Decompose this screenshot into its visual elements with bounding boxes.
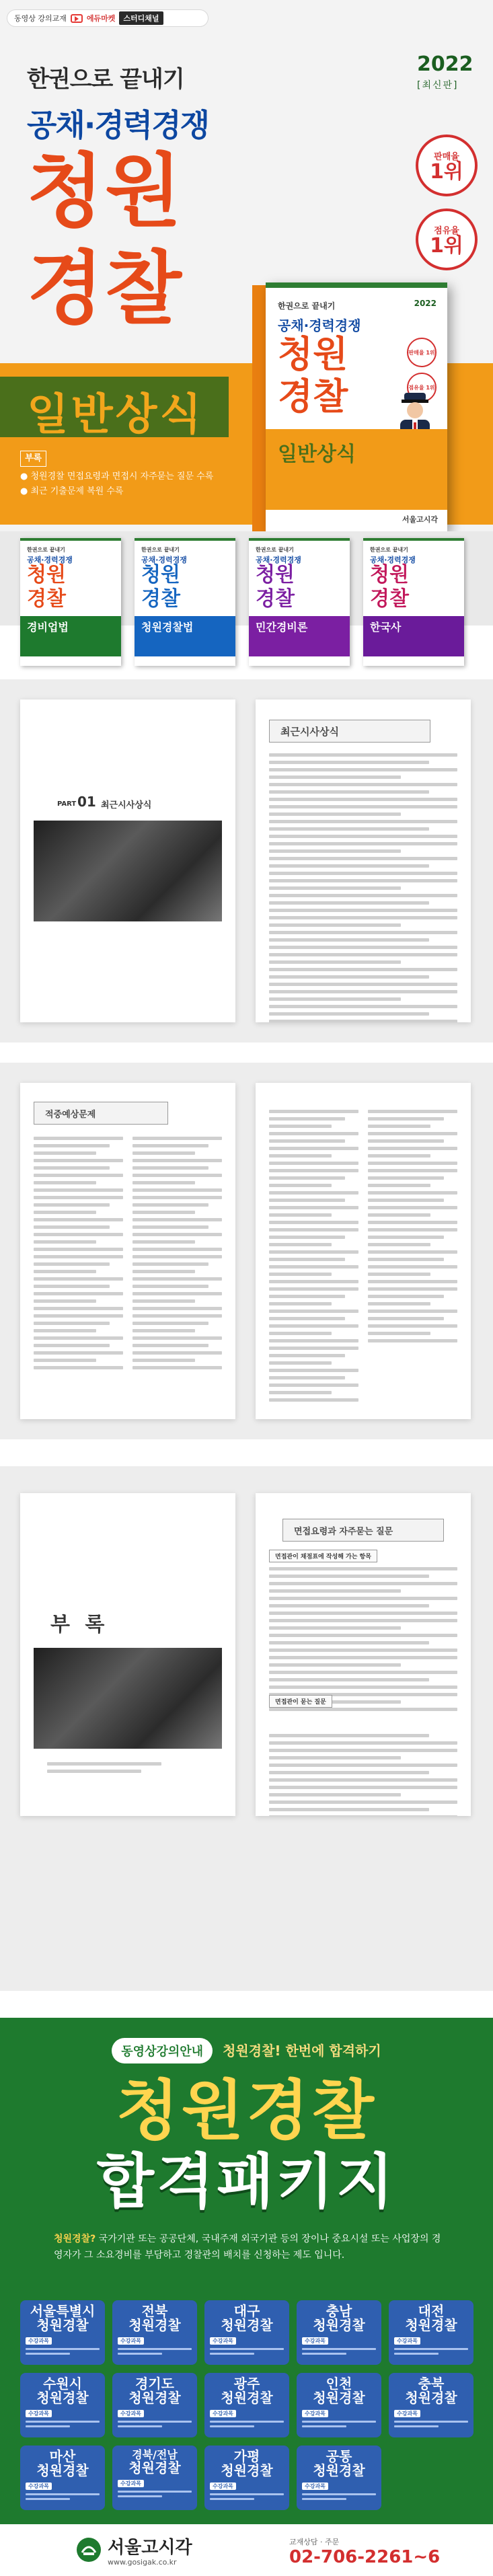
region-name: 대전: [418, 2303, 445, 2319]
series-title-line1: 청원: [141, 563, 180, 586]
region-sub: 청원경찰: [221, 2317, 273, 2333]
series-book-security[interactable]: [20, 538, 121, 666]
region-sub: 청원경찰: [36, 2462, 89, 2478]
interview-section-2: 면접관이 묻는 질문: [269, 1695, 332, 1708]
book-spine: [252, 285, 266, 531]
preview-section-2: [0, 1063, 493, 1439]
series-subtitle: 한권으로 끝내기: [256, 547, 294, 553]
series-exam-type: 공채·경력경쟁: [27, 556, 73, 564]
quiz-title: 적중예상문제: [34, 1102, 168, 1125]
region-sub: 청원경찰: [36, 2317, 89, 2333]
series-title-line1: 청원: [256, 563, 295, 586]
region-name: 전북: [141, 2303, 168, 2319]
series-subtitle: 한권으로 끝내기: [141, 547, 180, 553]
preview-photo: [34, 821, 222, 921]
region-tag: 수강과목: [394, 2337, 420, 2345]
preview-page-quiz: [20, 1083, 235, 1419]
package-desc-text: 국가기관 또는 공공단체, 국내주재 외국기관 등의 장이나 중요시설 또는 사업장의 경영자가 그 소요경비를 부담하고 경찰관의 배치를 신청하는 제도 입니다.: [54, 2234, 441, 2261]
preview-page-appendix: [20, 1493, 235, 1816]
region-tag: 수강과목: [394, 2410, 420, 2417]
appendix-title: 부 록: [50, 1613, 109, 1636]
series-title-line2: 경찰: [256, 587, 295, 611]
region-card-masan[interactable]: [20, 2446, 105, 2510]
footer: [0, 2522, 493, 2576]
region-card-incheon[interactable]: [297, 2373, 381, 2437]
interview-title: 면접요령과 자주묻는 질문: [282, 1519, 444, 1542]
edition-year: 2022: [417, 52, 473, 76]
region-name: 인천: [326, 2376, 352, 2392]
region-card-common[interactable]: [297, 2446, 381, 2510]
region-tag: 수강과목: [118, 2480, 144, 2487]
region-sub: 청원경찰: [313, 2390, 365, 2406]
region-sub: 청원경찰: [128, 2459, 181, 2476]
region-tag: 수강과목: [26, 2337, 52, 2345]
book-badge: 점유율 1위: [407, 373, 437, 402]
hero-section: [0, 0, 493, 626]
region-card-chungnam[interactable]: [297, 2300, 381, 2365]
series-exam-type: 공채·경력경쟁: [256, 556, 301, 564]
package-desc-bold: 청원경찰?: [54, 2234, 96, 2244]
part-title: 최근시사상식: [101, 800, 152, 810]
chapter-title: 최근시사상식: [269, 720, 430, 743]
region-sub: 청원경찰: [405, 2317, 457, 2333]
region-tag: 수강과목: [26, 2483, 52, 2490]
region-name: 서울특별시: [30, 2303, 96, 2319]
top-channel-bar[interactable]: [7, 9, 208, 27]
youtube-icon: [71, 14, 83, 23]
region-card-gwangju[interactable]: [204, 2373, 289, 2437]
package-header: [0, 2038, 493, 2063]
region-name: 광주: [233, 2376, 260, 2392]
edumarket-label: 에듀마켓: [86, 14, 116, 23]
region-card-jeonbuk[interactable]: [112, 2300, 197, 2365]
publisher-logo-icon: [75, 2536, 102, 2563]
region-card-daejeon[interactable]: [389, 2300, 473, 2365]
region-tag: 수강과목: [26, 2410, 52, 2417]
package-slogan: 청원경찰! 한번에 합격하기: [223, 2043, 381, 2059]
region-card-gyeonggi[interactable]: [112, 2373, 197, 2437]
series-title-line2: 경찰: [27, 587, 66, 611]
study-channel-label: 스터디채널: [119, 11, 163, 25]
region-card-chungbuk[interactable]: [389, 2373, 473, 2437]
region-tag: 수강과목: [210, 2337, 236, 2345]
hero-title-line1: 청원: [27, 145, 183, 237]
region-tag: 수강과목: [302, 2337, 328, 2345]
publisher-url[interactable]: www.gosigak.co.kr: [108, 2558, 177, 2567]
series-subtitle: 한권으로 끝내기: [27, 547, 65, 553]
hero-title-line2: 경찰: [27, 242, 183, 335]
series-book-police-act[interactable]: [135, 538, 235, 666]
series-title-line2: 경찰: [370, 587, 409, 611]
contact-phone[interactable]: 02-706-2261~6: [289, 2547, 441, 2567]
region-sub: 청원경찰: [405, 2390, 457, 2406]
series-title-line2: 경찰: [141, 587, 180, 611]
book-title-line1: 청원: [278, 333, 348, 375]
region-sub: 청원경찰: [313, 2317, 365, 2333]
region-card-seoul[interactable]: [20, 2300, 105, 2365]
series-name: 한국사: [370, 621, 402, 634]
region-name: 경북/전남: [132, 2448, 178, 2461]
appendix-tag: 부록: [20, 451, 46, 467]
region-name: 대구: [233, 2303, 260, 2319]
contact-label: 교재상담 · 주문: [289, 2538, 340, 2546]
edition-label: [최신판]: [417, 80, 459, 91]
book-exam-type: 공채·경력경쟁: [278, 317, 361, 334]
share-rank-badge: 점유율 1위: [416, 209, 478, 270]
region-name: 가평: [233, 2448, 260, 2464]
region-name: 경기도: [135, 2376, 174, 2392]
series-book-private-security[interactable]: [249, 538, 350, 666]
series-exam-type: 공채·경력경쟁: [370, 556, 416, 564]
region-sub: 청원경찰: [313, 2462, 365, 2478]
region-name: 공통: [326, 2448, 352, 2464]
region-name: 충남: [326, 2303, 352, 2319]
preview-section-3: [0, 1466, 493, 1991]
preview-page-chapter: [256, 699, 471, 1022]
region-tag: 수강과목: [302, 2483, 328, 2490]
preview-photo: [34, 1648, 222, 1749]
video-lecture-tag: 동영상강의안내: [112, 2038, 213, 2063]
series-title-line1: 청원: [27, 563, 66, 586]
series-name: 경비업법: [27, 621, 69, 634]
package-title-line2: 합격패키지: [96, 2147, 397, 2216]
region-sub: 청원경찰: [36, 2390, 89, 2406]
sales-rank-badge: 판매율 1위: [416, 135, 478, 196]
region-tag: 수강과목: [118, 2337, 144, 2345]
book-publisher: 서울고시각: [402, 515, 438, 524]
book-year: 2022: [414, 299, 437, 308]
part-number: 01: [77, 794, 96, 810]
hero-exam-type: 공채·경력경쟁: [27, 107, 209, 143]
publisher-name[interactable]: 서울고시각: [108, 2538, 192, 2558]
hero-subtitle: 한권으로 끝내기: [27, 66, 184, 93]
region-sub: 청원경찰: [128, 2390, 181, 2406]
series-subtitle: 한권으로 끝내기: [370, 547, 408, 553]
package-description: [54, 2232, 444, 2264]
region-name: 충북: [418, 2376, 445, 2392]
region-card-gapyeong[interactable]: [204, 2446, 289, 2510]
series-book-korean-history[interactable]: [363, 538, 464, 666]
interview-section-1: 면접관이 채점표에 작성해 가는 항목: [269, 1550, 377, 1562]
hero-general-knowledge: 일반상식: [27, 390, 204, 440]
appendix-item: ● 청원경찰 면접요령과 면접시 자주묻는 질문 수록: [20, 471, 214, 482]
region-tag: 수강과목: [210, 2410, 236, 2417]
package-title-line1: 청원경찰: [116, 2073, 377, 2148]
package-section: [0, 2018, 493, 2576]
book-title-line2: 경찰: [278, 375, 348, 418]
preview-page-part: [20, 699, 235, 1022]
series-title-line1: 청원: [370, 563, 409, 586]
region-card-daegu[interactable]: [204, 2300, 289, 2365]
video-lecture-label: 동영상 강의교재: [14, 14, 67, 23]
series-exam-type: 공채·경력경쟁: [141, 556, 187, 564]
preview-section-1: [0, 679, 493, 1043]
series-name: 민간경비론: [256, 621, 308, 634]
book-cover: [266, 282, 447, 531]
region-card-suwon[interactable]: [20, 2373, 105, 2437]
part-label: PART: [57, 800, 77, 808]
region-sub: 청원경찰: [128, 2317, 181, 2333]
region-name: 마산: [49, 2448, 76, 2464]
region-name: 수원시: [43, 2376, 82, 2392]
region-sub: 청원경찰: [221, 2462, 273, 2478]
book-general-knowledge: 일반상식: [278, 443, 356, 466]
appendix-info: [20, 451, 242, 499]
region-tag: 수강과목: [118, 2410, 144, 2417]
region-tag: 수강과목: [210, 2483, 236, 2490]
region-tag: 수강과목: [302, 2410, 328, 2417]
region-grid: [20, 2300, 473, 2515]
appendix-item: ● 최근 기출문제 복원 수록: [20, 486, 124, 497]
book-badge: 판매율 1위: [407, 338, 437, 367]
region-sub: 청원경찰: [221, 2390, 273, 2406]
preview-page-interview: [256, 1493, 471, 1816]
region-card-gyeongbuk-jeonnam[interactable]: [112, 2446, 197, 2510]
preview-page-answers: [256, 1083, 471, 1419]
book-subtitle: 한권으로 끝내기: [278, 301, 336, 311]
series-name: 청원경찰법: [141, 621, 194, 634]
